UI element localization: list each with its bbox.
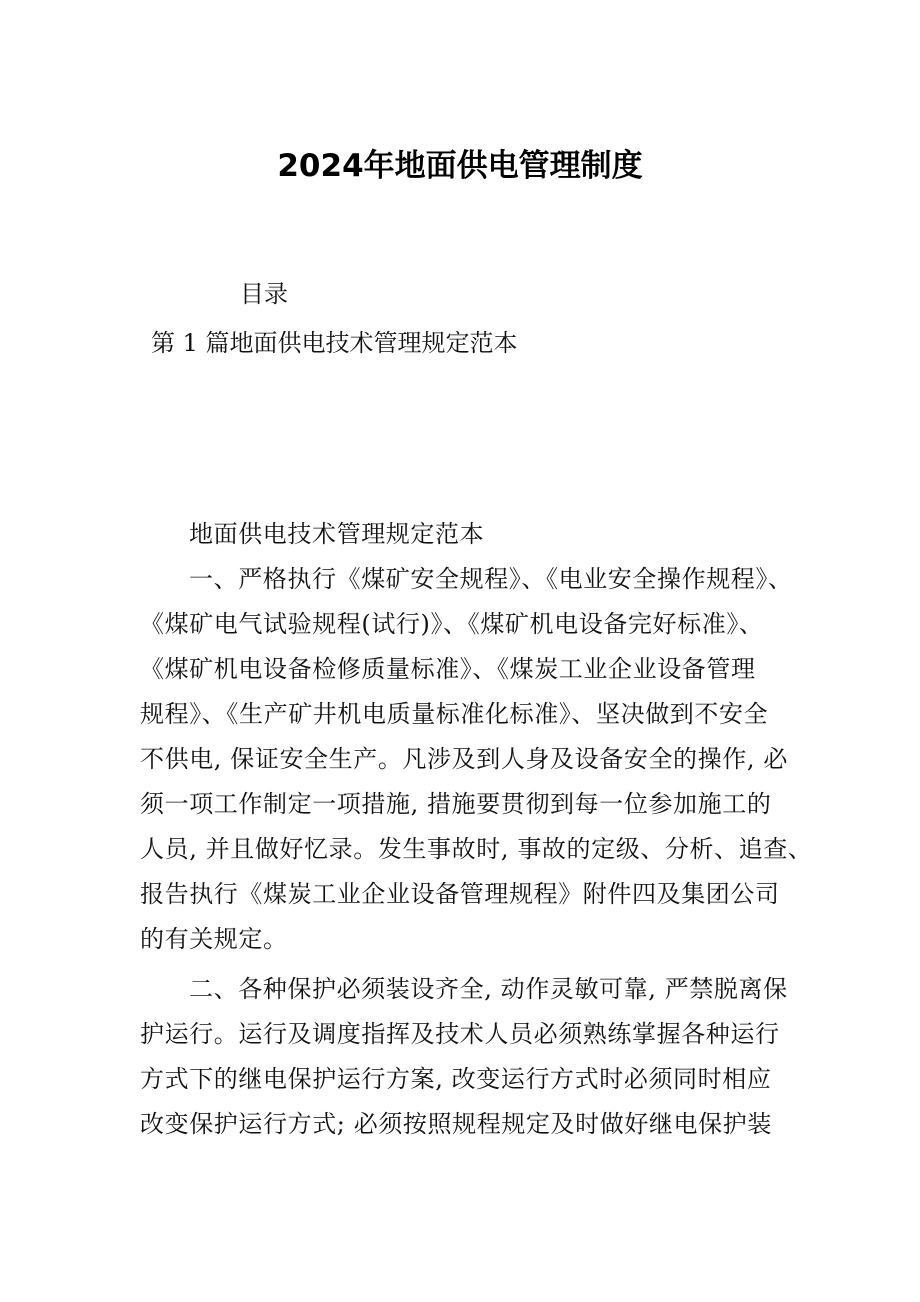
- toc-item: 第 1 篇地面供电技术管理规定范本: [151, 329, 518, 357]
- paragraph-line: 二、各种保护必须装设齐全, 动作灵敏可靠, 严禁脱离保: [189, 975, 788, 1003]
- paragraph-line: 护运行。运行及调度指挥及技术人员必须熟练掌握各种运行: [140, 1020, 780, 1048]
- paragraph-line: 人员, 并且做好忆录。发生事故时, 事故的定级、分析、追查、: [140, 835, 813, 863]
- paragraph-line: 《煤矿机电设备检修质量标准》、《煤炭工业企业设备管理: [140, 655, 756, 683]
- paragraph-line: 报告执行《煤炭工业企业设备管理规程》附件四及集团公司: [140, 880, 780, 908]
- paragraph-line: 规程》、《生产矿井机电质量标准化标准》、坚决做到不安全: [140, 700, 769, 728]
- paragraph-line: 方式下的继电保护运行方案, 改变运行方式时必须同时相应: [140, 1065, 772, 1093]
- paragraph-line: 改变保护运行方式; 必须按照规程规定及时做好继电保护装: [140, 1110, 772, 1138]
- paragraph-line: 《煤矿电气试验规程(试行)》、《煤矿机电设备完好标准》、: [140, 610, 764, 638]
- section-heading: 地面供电技术管理规定范本: [189, 520, 485, 548]
- paragraph-line: 的有关规定。: [140, 925, 288, 953]
- paragraph-line: 须一项工作制定一项措施, 措施要贯彻到每一位参加施工的: [140, 790, 772, 818]
- paragraph-line: 不供电, 保证安全生产。凡涉及到人身及设备安全的操作, 必: [140, 745, 788, 773]
- document-title: 2024年地面供电管理制度: [277, 148, 643, 184]
- toc-heading: 目录: [240, 280, 288, 308]
- paragraph-line: 一、严格执行《煤矿安全规程》、《电业安全操作规程》、: [189, 565, 793, 593]
